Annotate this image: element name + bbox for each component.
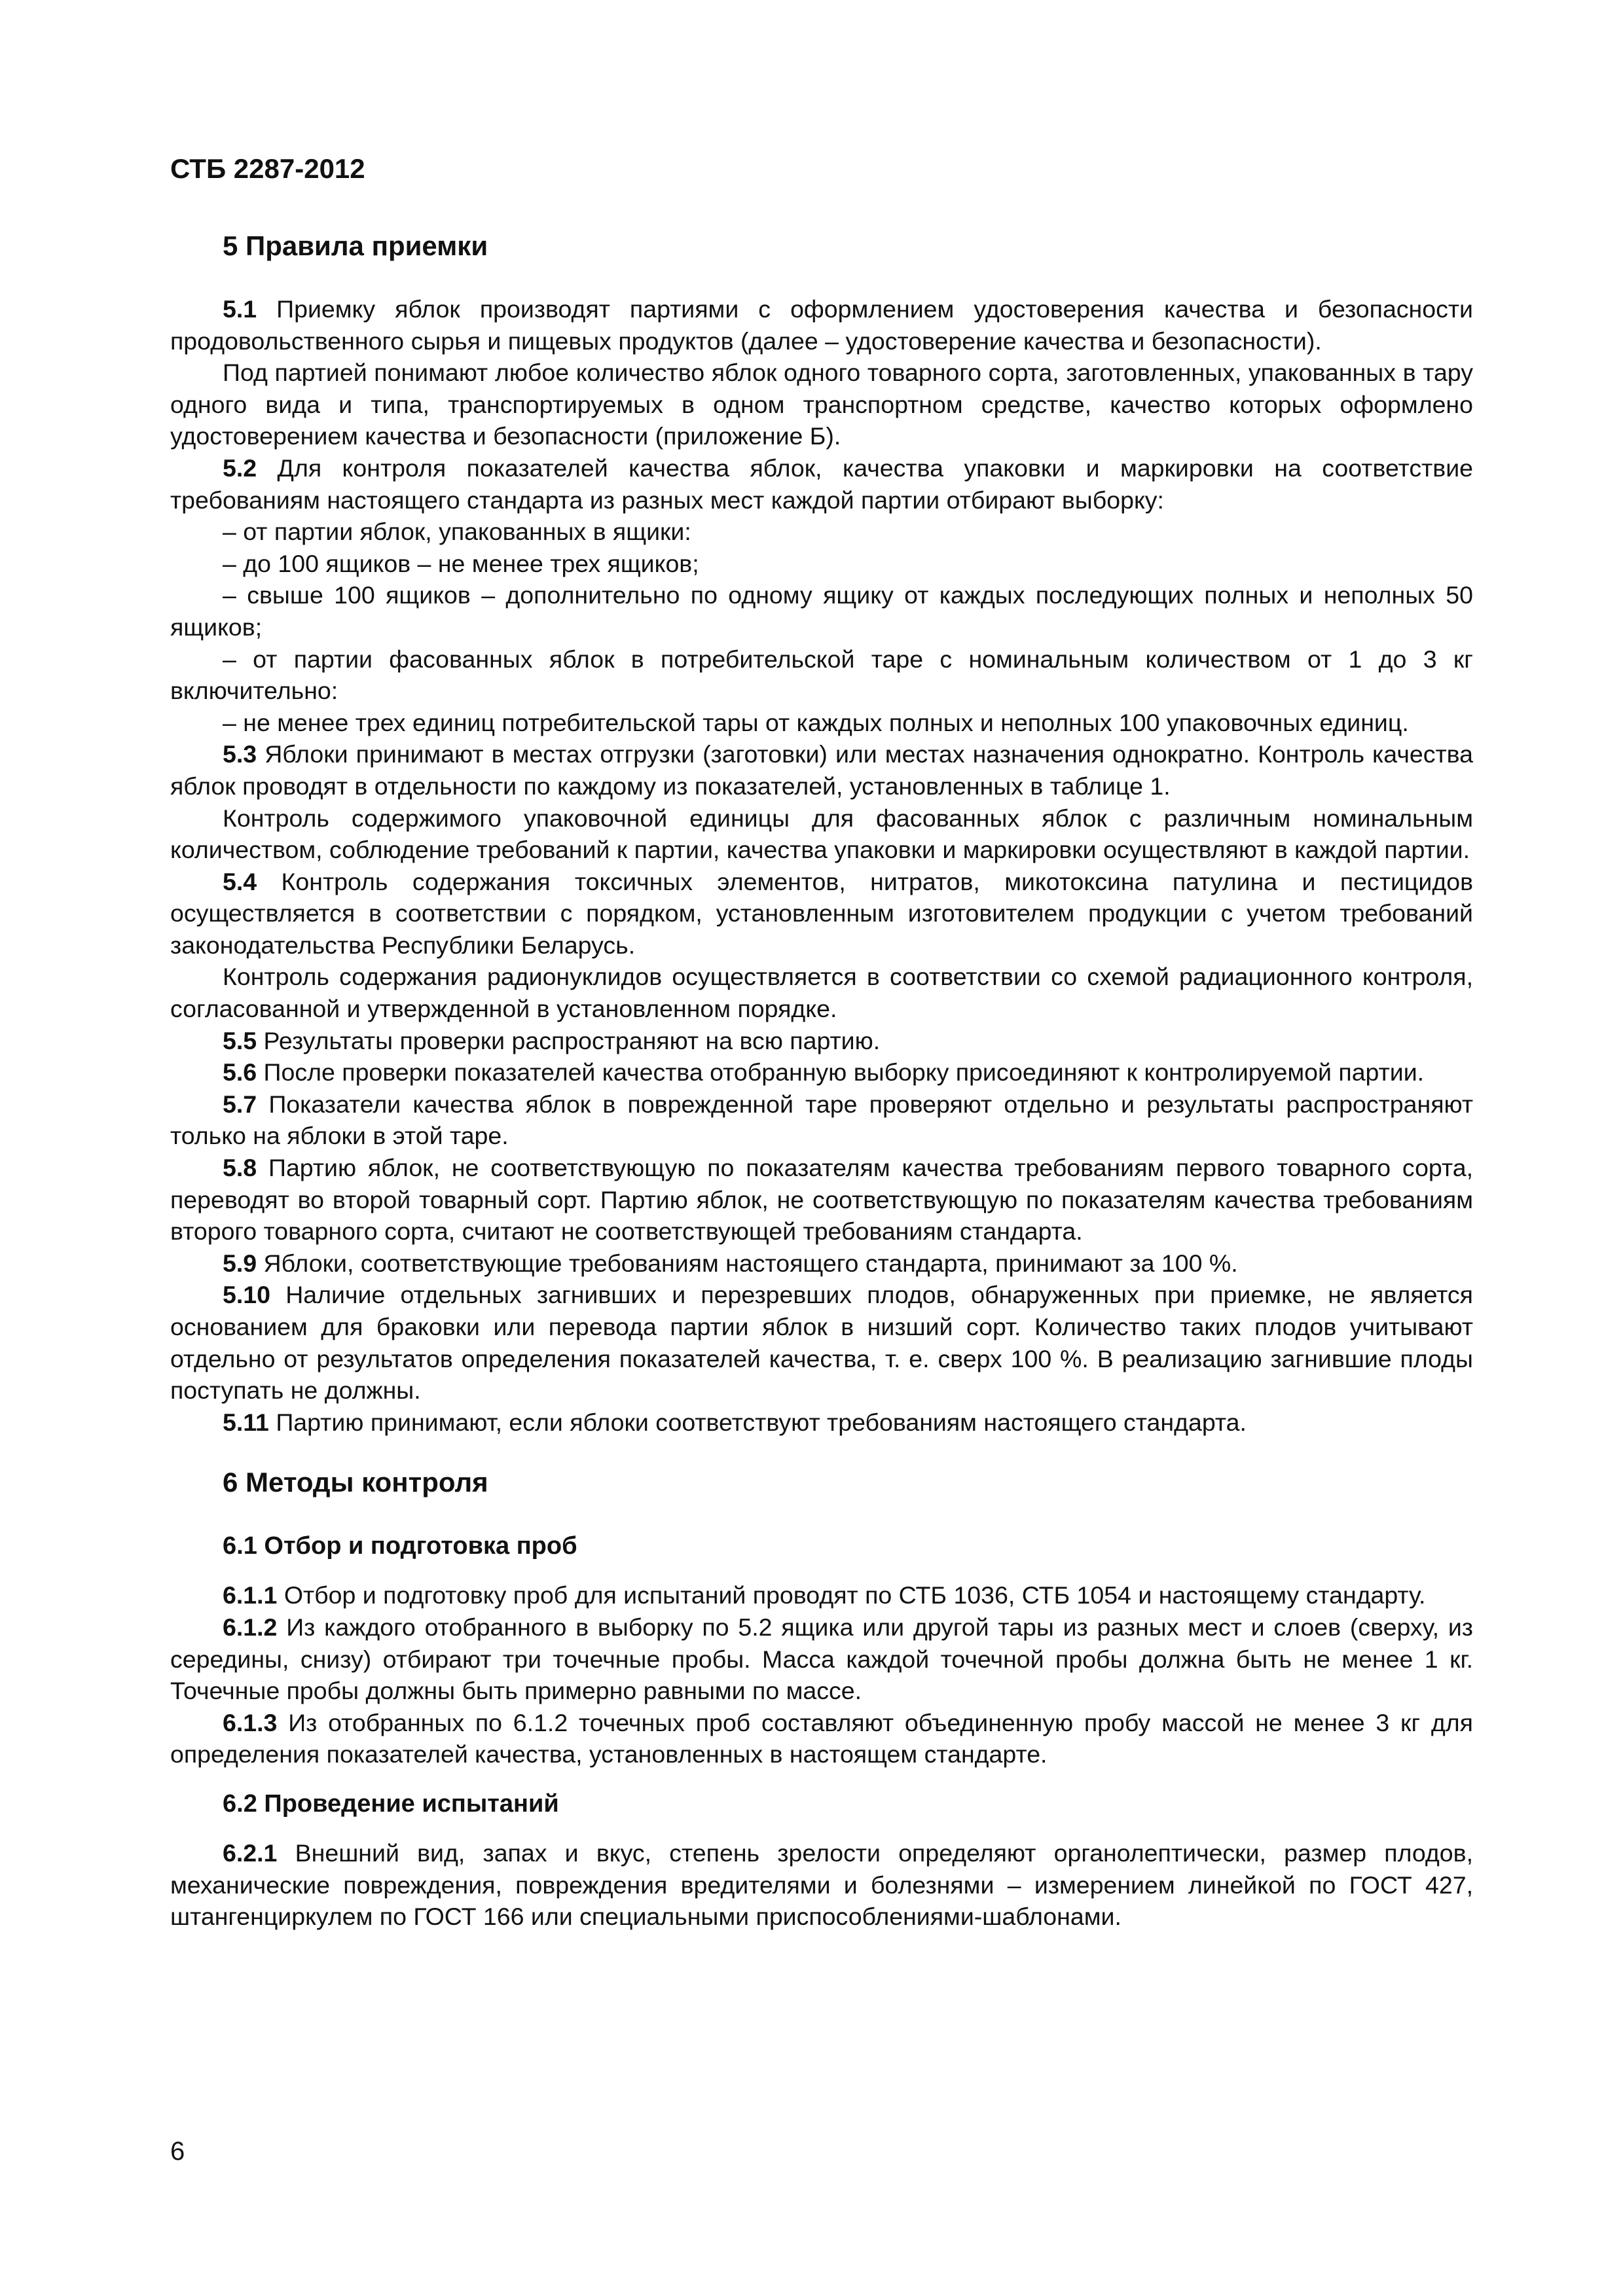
paragraph-5-4	[170, 866, 1473, 961]
subsection-6-1-body	[170, 1579, 1473, 1770]
list-item	[170, 579, 1473, 643]
clause-text: Яблоки принимают в местах отгрузки (заготовки) или местах назначения однократно. Контроль качества яблок проводят в отдельности по каждому из показателей, установленных в таблице 1.	[170, 740, 1473, 800]
clause-number: 5.3	[223, 740, 257, 768]
list-item	[170, 548, 1473, 580]
clause-number: 6.1.2	[223, 1613, 278, 1641]
clause-text: После проверки показателей качества отобранную выборку присоединяют к контролируемой партии.	[257, 1058, 1425, 1086]
paragraph-5-1	[170, 293, 1473, 357]
list-item	[170, 707, 1473, 739]
paragraph-5-5	[170, 1025, 1473, 1057]
clause-text: Яблоки, соответствующие требованиям настоящего стандарта, принимают за 100 %.	[257, 1249, 1238, 1277]
list-item-text: – не менее трех единиц потребительской тары от каждых полных и неполных 100 упаковочных единиц.	[223, 708, 1409, 736]
paragraph-6-1-3	[170, 1707, 1473, 1770]
paragraph-6-1-2	[170, 1611, 1473, 1707]
paragraph-6-2-1	[170, 1837, 1473, 1933]
clause-text: Результаты проверки распространяют на всю партию.	[257, 1026, 881, 1054]
clause-text: Внешний вид, запах и вкус, степень зрелости определяют органолептически, размер плодов, механические повреждения, повреждения вредителями и болезнями – измерением линейкой по ГОСТ 427, штангенциркулем по ГОСТ 166 или специальными приспособлениями-шаблонами.	[170, 1839, 1473, 1931]
paragraph-5-10	[170, 1279, 1473, 1406]
paragraph-5-3	[170, 738, 1473, 802]
paragraph-package-control	[170, 802, 1473, 866]
clause-text: Партию яблок, не соответствующую по показателям качества требованиям первого товарного сорта, переводят во второй товарный сорт. Партию яблок, не соответствующую по показателям качества требованиям второго товарного сорта, считают не соответствующей требованиям стандарта.	[170, 1154, 1473, 1246]
clause-text: Из каждого отобранного в выборку по 5.2 ящика или другой тары из разных мест и слоев (сверху, из середины, снизу) отбирают три точечные пробы. Масса каждой точечной пробы должна быть не менее 1 кг. Точечные пробы должны быть примерно равными по массе.	[170, 1613, 1473, 1705]
paragraph-5-6	[170, 1056, 1473, 1088]
clause-number: 6.2.1	[223, 1839, 278, 1867]
clause-number: 5.7	[223, 1090, 257, 1118]
paragraph-5-9	[170, 1247, 1473, 1280]
list-item-text: – от партии фасованных яблок в потребительской таре с номинальным количеством от 1 до 3 кг включительно:	[170, 645, 1473, 705]
document-code: СТБ 2287-2012	[170, 153, 365, 184]
subsection-6-2-title: 6.2 Проведение испытаний	[223, 1789, 559, 1818]
paragraph-6-1-1	[170, 1579, 1473, 1611]
clause-number: 5.9	[223, 1249, 257, 1277]
paragraph-5-8	[170, 1152, 1473, 1247]
clause-number: 5.8	[223, 1154, 257, 1182]
clause-number: 5.1	[223, 295, 257, 323]
clause-number: 5.5	[223, 1026, 257, 1054]
section-5-body	[170, 293, 1473, 1438]
paragraph-radionuclides	[170, 961, 1473, 1024]
paragraph-lot-definition	[170, 357, 1473, 452]
page-number: 6	[170, 2137, 185, 2166]
clause-text: Для контроля показателей качества яблок, качества упаковки и маркировки на соответствие требованиям настоящего стандарта из разных мест каждой партии отбирают выборку:	[170, 454, 1473, 514]
document-page	[170, 151, 1473, 1933]
clause-text: Показатели качества яблок в поврежденной таре проверяют отдельно и результаты распространяют только на яблоки в этой таре.	[170, 1090, 1473, 1150]
clause-number: 5.10	[223, 1281, 270, 1309]
list-item	[170, 516, 1473, 548]
clause-text: Отбор и подготовку проб для испытаний проводят по СТБ 1036, СТБ 1054 и настоящему стандарту.	[277, 1581, 1426, 1609]
clause-text: Контроль содержания радионуклидов осуществляется в соответствии со схемой радиационного контроля, согласованной и утвержденной в установленном порядке.	[170, 963, 1473, 1023]
paragraph-5-11	[170, 1407, 1473, 1439]
clause-number: 5.2	[223, 454, 257, 482]
subsection-6-2-body	[170, 1837, 1473, 1933]
section-6-title: 6 Методы контроля	[223, 1467, 488, 1498]
clause-number: 5.11	[223, 1408, 269, 1436]
clause-text: Из отобранных по 6.1.2 точечных проб составляют объединенную пробу массой не менее 3 кг для определения показателей качества, установленных в настоящем стандарте.	[170, 1708, 1473, 1768]
clause-number: 6.1.3	[223, 1708, 278, 1736]
section-5-title: 5 Правила приемки	[223, 230, 488, 261]
paragraph-5-2	[170, 452, 1473, 516]
clause-text: Контроль содержимого упаковочной единицы для фасованных яблок с различным номинальным количеством, соблюдение требований к партии, качества упаковки и маркировки осуществляют в каждой партии.	[170, 804, 1473, 864]
list-item	[170, 643, 1473, 707]
paragraph-5-7	[170, 1088, 1473, 1152]
clause-text: Контроль содержания токсичных элементов, нитратов, микотоксина патулина и пестицидов осуществляется в соответствии с порядком, установленным изготовителем продукции с учетом требований законодательства Республики Беларусь.	[170, 867, 1473, 959]
clause-number: 6.1.1	[223, 1581, 278, 1609]
clause-text: Партию принимают, если яблоки соответствуют требованиям настоящего стандарта.	[268, 1408, 1247, 1436]
list-item-text: – от партии яблок, упакованных в ящики:	[223, 518, 691, 546]
list-item-text: – свыше 100 ящиков – дополнительно по одному ящику от каждых последующих полных и неполных 50 ящиков;	[170, 581, 1473, 641]
list-item-text: – до 100 ящиков – не менее трех ящиков;	[223, 549, 699, 577]
clause-text: Наличие отдельных загнивших и перезревших плодов, обнаруженных при приемке, не является основанием для браковки или перевода партии яблок в низший сорт. Количество таких плодов учитывают отдельно от результатов определения показателей качества, т. е. сверх 100 %. В реализацию загнившие плоды поступать не должны.	[170, 1281, 1473, 1405]
clause-number: 5.6	[223, 1058, 257, 1086]
clause-text: Приемку яблок производят партиями с оформлением удостоверения качества и безопасности продовольственного сырья и пищевых продуктов (далее – удостоверение качества и безопасности).	[170, 295, 1473, 355]
subsection-6-1-title: 6.1 Отбор и подготовка проб	[223, 1532, 577, 1560]
clause-number: 5.4	[223, 867, 257, 895]
clause-text: Под партией понимают любое количество яблок одного товарного сорта, заготовленных, упакованных в тару одного вида и типа, транспортируемых в одном транспортном средстве, качество которых оформлено удостоверением качества и безопасности (приложение Б).	[170, 359, 1473, 450]
